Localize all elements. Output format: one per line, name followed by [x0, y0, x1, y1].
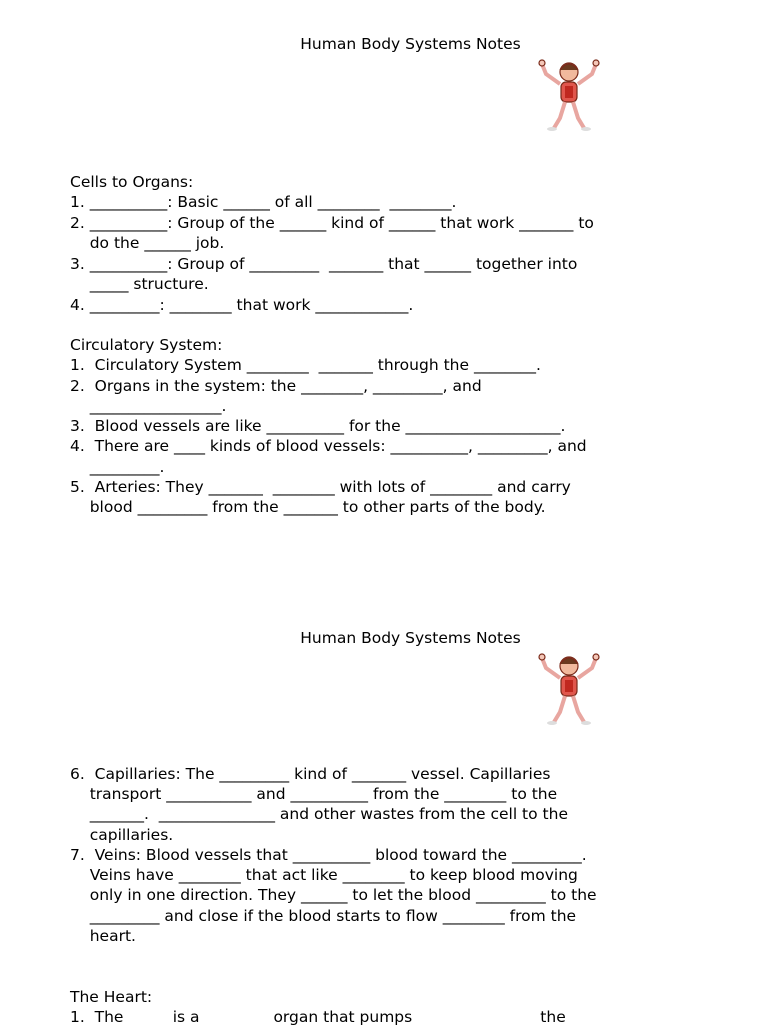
page-title-2: Human Body Systems Notes: [300, 629, 521, 647]
list-item: 6. Capillaries: The _________ kind of _______ vessel. Capillaries: [70, 765, 551, 783]
list-item: 4. _________: ________ that work ____________.: [70, 296, 414, 314]
section-heading-circulatory-system: Circulatory System:: [70, 336, 223, 354]
human-body-figure-icon: [538, 56, 600, 136]
page-title-1: Human Body Systems Notes: [300, 35, 521, 53]
list-item: do the ______ job.: [70, 234, 225, 252]
human-body-figure-icon: [538, 650, 600, 730]
list-item: 7. Veins: Blood vessels that __________ blood toward the _________.: [70, 846, 587, 864]
list-item: transport ___________ and __________ from the ________ to the: [70, 785, 558, 803]
list-item: heart.: [70, 927, 136, 945]
list-item: 1. The is a organ that pumps the: [70, 1008, 566, 1026]
list-item: blood _________ from the _______ to other parts of the body.: [70, 498, 546, 516]
list-item: 1. __________: Basic ______ of all ________ ________.: [70, 193, 457, 211]
section-heading-the-heart: The Heart:: [70, 988, 153, 1006]
list-item: only in one direction. They ______ to let the blood _________ to the: [70, 886, 597, 904]
list-item: 2. Organs in the system: the ________, _________, and: [70, 377, 482, 395]
list-item: _________.: [70, 458, 165, 476]
section-heading-cells-to-organs: Cells to Organs:: [70, 173, 194, 191]
list-item: 2. __________: Group of the ______ kind of ______ that work _______ to: [70, 214, 594, 232]
list-item: _______. _______________ and other wastes from the cell to the: [70, 805, 568, 823]
list-item: 5. Arteries: They _______ ________ with lots of ________ and carry: [70, 478, 571, 496]
list-item: _____ structure.: [70, 275, 209, 293]
list-item: 3. Blood vessels are like __________ for the ____________________.: [70, 417, 566, 435]
list-item: Veins have ________ that act like ________ to keep blood moving: [70, 866, 578, 884]
list-item: _________________.: [70, 397, 227, 415]
list-item: _________ and close if the blood starts to flow ________ from the: [70, 907, 577, 925]
list-item: 1. Circulatory System ________ _______ through the ________.: [70, 356, 541, 374]
list-item: 3. __________: Group of _________ _______ that ______ together into: [70, 255, 578, 273]
list-item: capillaries.: [70, 826, 174, 844]
list-item: 4. There are ____ kinds of blood vessels: __________, _________, and: [70, 437, 587, 455]
